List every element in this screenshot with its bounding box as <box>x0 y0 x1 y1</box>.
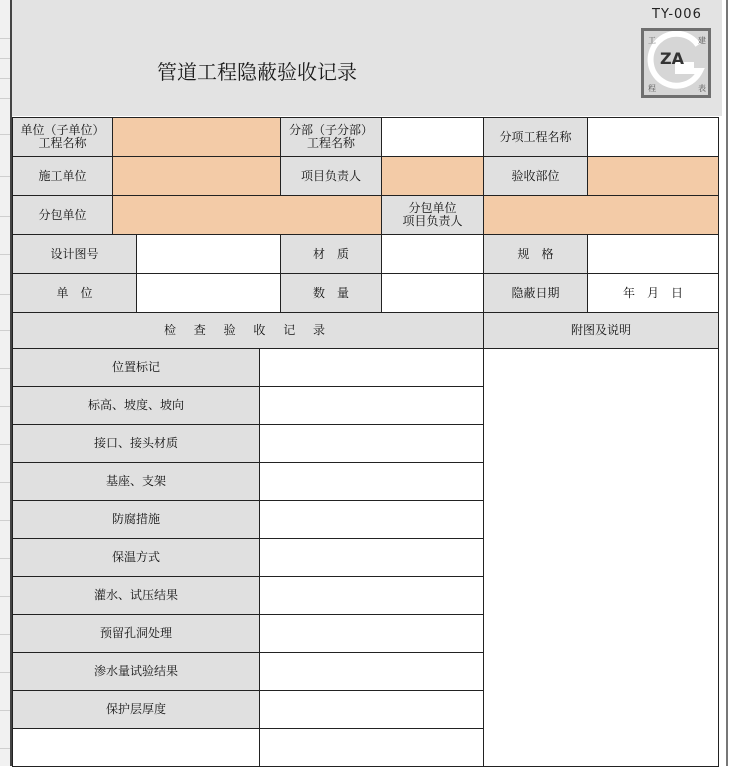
check-item-label: 位置标记 <box>13 349 260 387</box>
sub-item-name-field[interactable] <box>588 118 719 157</box>
row-gutter <box>0 0 12 766</box>
check-item-field[interactable] <box>260 539 484 577</box>
za-logo-icon <box>641 28 711 98</box>
check-item-field[interactable] <box>260 463 484 501</box>
spec-label: 规 格 <box>484 235 588 274</box>
check-item-field[interactable] <box>260 349 484 387</box>
project-manager-label: 项目负责人 <box>281 157 382 196</box>
check-item-label: 保温方式 <box>13 539 260 577</box>
page-title: 管道工程隐蔽验收记录 <box>157 60 357 84</box>
check-item-field[interactable] <box>260 387 484 425</box>
check-item-label <box>13 729 260 767</box>
acceptance-form-table <box>12 117 719 767</box>
check-item-label: 标高、坡度、坡向 <box>13 387 260 425</box>
sub-division-name-label: 分部（子分部） 工程名称 <box>281 118 382 157</box>
check-item-field[interactable] <box>260 425 484 463</box>
document-header <box>12 0 722 116</box>
check-item-label: 灌水、试压结果 <box>13 577 260 615</box>
sub-division-name-field[interactable] <box>382 118 484 157</box>
attachment-header: 附图及说明 <box>484 313 719 349</box>
check-item-field[interactable] <box>260 577 484 615</box>
project-manager-field[interactable] <box>382 157 484 196</box>
sub-manager-field[interactable] <box>484 196 719 235</box>
check-item-field[interactable] <box>260 653 484 691</box>
logo-corner-tl: 工 <box>648 36 656 45</box>
check-item-label: 渗水量试验结果 <box>13 653 260 691</box>
form-code: TY-006 <box>652 7 702 22</box>
subcontract-unit-field[interactable] <box>113 196 382 235</box>
check-item-field[interactable] <box>260 615 484 653</box>
acceptance-part-field[interactable] <box>588 157 719 196</box>
spec-field[interactable] <box>588 235 719 274</box>
unit-project-name-field[interactable] <box>113 118 281 157</box>
material-label: 材 质 <box>281 235 382 274</box>
quantity-label: 数 量 <box>281 274 382 313</box>
logo-corner-br: 表 <box>698 84 706 93</box>
check-item-label: 预留孔洞处理 <box>13 615 260 653</box>
unit-project-name-label: 单位（子单位） 工程名称 <box>13 118 113 157</box>
check-item-label: 基座、支架 <box>13 463 260 501</box>
logo-corner-tr: 建 <box>698 36 706 45</box>
attachment-area[interactable] <box>484 349 719 767</box>
construction-unit-label: 施工单位 <box>13 157 113 196</box>
check-item-field[interactable] <box>260 501 484 539</box>
unit-label: 单 位 <box>13 274 137 313</box>
check-item-field[interactable] <box>260 729 484 767</box>
right-margin <box>722 0 742 766</box>
design-drawing-field[interactable] <box>137 235 281 274</box>
concealment-date-field[interactable]: 年 月 日 <box>588 274 719 313</box>
logo-corner-bl: 程 <box>648 84 656 93</box>
quantity-field[interactable] <box>382 274 484 313</box>
construction-unit-field[interactable] <box>113 157 281 196</box>
material-field[interactable] <box>382 235 484 274</box>
sub-manager-label: 分包单位 项目负责人 <box>382 196 484 235</box>
subcontract-unit-label: 分包单位 <box>13 196 113 235</box>
check-item-label: 防腐措施 <box>13 501 260 539</box>
sub-item-name-label: 分项工程名称 <box>484 118 588 157</box>
unit-field[interactable] <box>137 274 281 313</box>
concealment-date-label: 隐蔽日期 <box>484 274 588 313</box>
logo-text: ZA <box>660 49 684 68</box>
inspection-record-header: 检 查 验 收 记 录 <box>13 313 484 349</box>
acceptance-part-label: 验收部位 <box>484 157 588 196</box>
check-item-label: 接口、接头材质 <box>13 425 260 463</box>
check-item-field[interactable] <box>260 691 484 729</box>
design-drawing-label: 设计图号 <box>13 235 137 274</box>
check-item-label: 保护层厚度 <box>13 691 260 729</box>
